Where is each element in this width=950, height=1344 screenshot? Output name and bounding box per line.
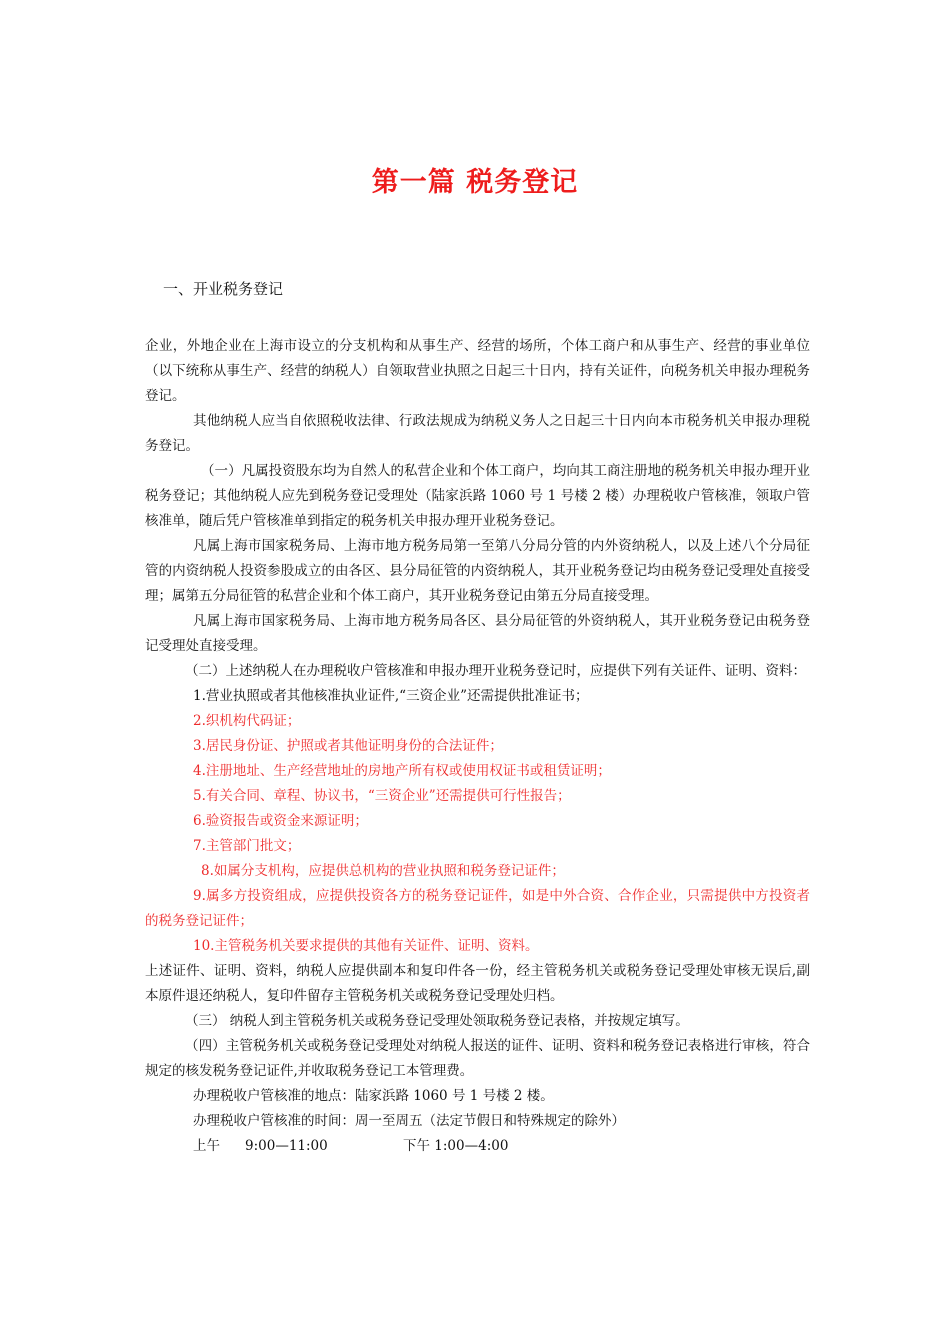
paragraph-2: 其他纳税人应当自依照税收法律、行政法规成为纳税义务人之日起三十日内向本市税务机关申报办理税务登记。: [145, 413, 810, 454]
paragraph-11: 办理税收户管核准的时间：周一至周五（法定节假日和特殊规定的除外）: [193, 1113, 625, 1129]
paragraph-9: （四）主管税务机关或税务登记受理处对纳税人报送的证件、证明、资料和税务登记表格进行审核，符合规定的核发税务登记证件,并收取税务登记工本管理费。: [145, 1038, 810, 1079]
paragraph-10: 办理税收户管核准的地点：陆家浜路 1060 号 1 号楼 2 楼。: [193, 1088, 554, 1104]
paragraph-3: （一）凡属投资股东均为自然人的私营企业和个体工商户，均向其工商注册地的税务机关申报办理开业税务登记；其他纳税人应先到税务登记受理处（陆家浜路 1060 号 1 号楼 2 楼）办理税收户管核准，领取户管核准单，随后凭户管核准单到指定的税务机关申报办理开业税务登记。: [145, 463, 810, 529]
paragraph-7: 上述证件、证明、资料，纳税人应提供副本和复印件各一份，经主管税务机关或税务登记受理处审核无误后,副本原件退还纳税人，复印件留存主管税务机关或税务登记受理处归档。: [145, 963, 810, 1004]
office-hours: [145, 1134, 810, 1159]
list-item: 8.如属分支机构，应提供总机构的营业执照和税务登记证件；: [201, 863, 565, 879]
page-title: 第一篇 税务登记: [371, 167, 579, 198]
list-item: 4.注册地址、生产经营地址的房地产所有权或使用权证书或租赁证明；: [193, 763, 611, 779]
am-time: 9:00—11:00: [245, 1138, 328, 1154]
paragraph-5: 凡属上海市国家税务局、上海市地方税务局各区、县分局征管的外资纳税人，其开业税务登记由税务登记受理处直接受理。: [145, 613, 810, 654]
paragraph-6: （二）上述纳税人在办理税收户管核准和申报办理开业税务登记时，应提供下列有关证件、证明、资料：: [185, 663, 806, 679]
list-item: 9.属多方投资组成，应提供投资各方的税务登记证件，如是中外合资、合作企业，只需提供中方投资者的税务登记证件；: [145, 888, 810, 929]
paragraph-8: （三） 纳税人到主管税务机关或税务登记受理处领取税务登记表格，并按规定填写。: [185, 1013, 689, 1029]
paragraph-4: 凡属上海市国家税务局、上海市地方税务局第一至第八分局分管的内外资纳税人，以及上述八个分局征管的内资纳税人投资参股成立的由各区、县分局征管的内资纳税人，其开业税务登记均由税务登记受理处直接受理；属第五分局征管的私营企业和个体工商户，其开业税务登记由第五分局直接受理。: [145, 538, 810, 604]
document-body: [145, 334, 810, 1159]
am-label: 上午: [193, 1138, 220, 1154]
list-item: 1.营业执照或者其他核准执业证件,“三资企业”还需提供批准证书；: [193, 688, 589, 704]
list-item: 5.有关合同、章程、协议书，“三资企业”还需提供可行性报告；: [193, 788, 571, 804]
list-item: 2.织机构代码证；: [193, 713, 301, 729]
list-item: 10.主管税务机关要求提供的其他有关证件、证明、资料。: [193, 938, 539, 954]
section-heading: 一、开业税务登记: [163, 280, 284, 298]
list-item: 7.主管部门批文；: [193, 838, 301, 854]
list-item: 3.居民身份证、护照或者其他证明身份的合法证件；: [193, 738, 503, 754]
list-item: 6.验资报告或资金来源证明；: [193, 813, 368, 829]
pm-time: 下午 1:00—4:00: [403, 1138, 509, 1154]
paragraph-1: 企业，外地企业在上海市设立的分支机构和从事生产、经营的场所，个体工商户和从事生产、经营的事业单位（以下统称从事生产、经营的纳税人）自领取营业执照之日起三十日内，持有关证件，向税务机关申报办理税务登记。: [145, 338, 810, 404]
